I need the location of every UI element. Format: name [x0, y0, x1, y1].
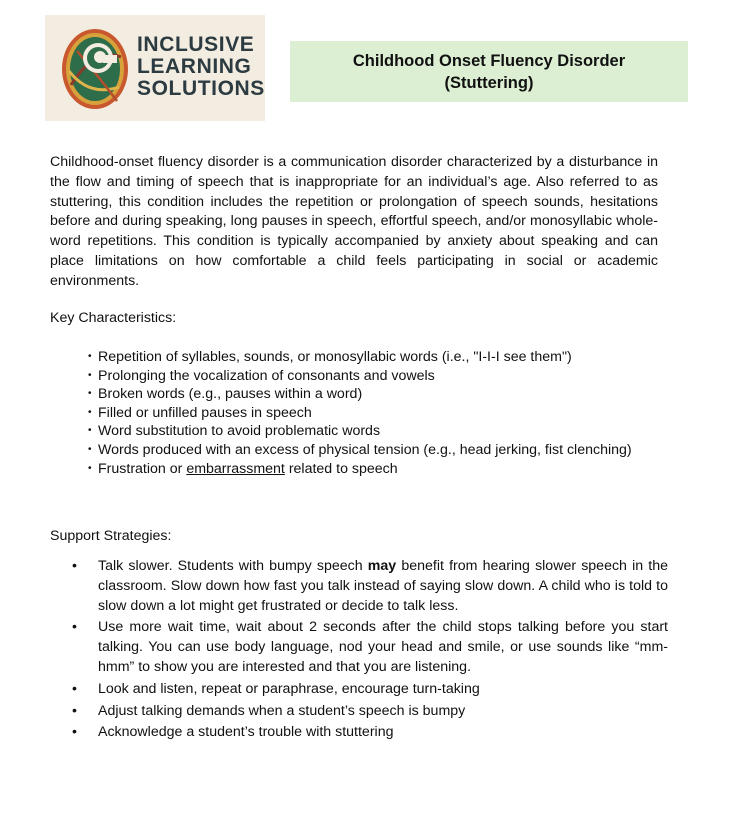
logo-spiral-icon: [59, 27, 131, 111]
list-item-text: Frustration or: [98, 460, 187, 477]
logo-wordmark: [137, 34, 265, 100]
list-item-text: Prolonging the vocalization of consonants and vowels: [98, 367, 435, 384]
bullet-icon: •: [88, 351, 92, 362]
list-item-text: Acknowledge a student’s trouble with stuttering: [98, 724, 394, 741]
key-characteristics-list: [88, 348, 658, 478]
bullet-icon: •: [88, 369, 92, 381]
logo-line-2: LEARNING: [137, 55, 252, 78]
support-strategies-list: [72, 557, 668, 745]
bold-word: may: [367, 558, 397, 574]
page-title: [290, 41, 688, 102]
bullet-icon: •: [72, 680, 77, 697]
list-item-text: benefit from hearing slower speech in the classroom. Slow down how fast you talk instead of saying slow down. A child who is told to slow down a lot might get frustrated or decide to talk less.: [98, 558, 668, 614]
list-item: [88, 422, 658, 441]
list-item-text: Talk slower. Students with bumpy speech: [98, 558, 368, 574]
intro-paragraph: Childhood-onset fluency disorder is a communication disorder characterized by a disturbance in the flow and timing of speech that is inappropriate for an individual’s age. Also referred to as stuttering, this condition includes the repetition or prolongation of speech sounds, hesitations before and during speaking, long pauses in speech, effortful speech, and/or monosyllabic whole-word repetitions. This condition is typically accompanied by anxiety about speaking and can place limitations on how comfortable a child feels participating in social or academic environments.: [50, 154, 658, 289]
support-strategies-heading: Support Strategies:: [50, 528, 172, 544]
list-item: [72, 618, 668, 677]
logo: [45, 15, 265, 121]
list-item-text: Word substitution to avoid problematic words: [98, 423, 381, 440]
logo-line-1: INCLUSIVE: [137, 33, 255, 56]
page-title-line-2: (Stuttering): [444, 73, 534, 92]
underlined-word: embarrassment: [186, 460, 285, 477]
list-item-text: Broken words (e.g., pauses within a word): [98, 386, 363, 403]
bullet-icon: •: [72, 724, 77, 741]
bullet-icon: •: [88, 443, 92, 455]
bullet-icon: •: [72, 702, 77, 719]
key-characteristics-heading: Key Characteristics:: [50, 310, 177, 326]
list-item: [88, 441, 658, 460]
list-item-text: Repetition of syllables, sounds, or monosyllabic words (i.e., "I-I-I see them"): [98, 349, 572, 365]
bullet-icon: •: [88, 406, 92, 418]
list-item-text: Words produced with an excess of physical tension (e.g., head jerking, fist clenching): [98, 441, 632, 458]
bullet-icon: •: [72, 558, 77, 574]
list-item: [88, 460, 658, 479]
bullet-icon: •: [88, 388, 92, 400]
list-item: [72, 680, 668, 700]
list-item: [88, 348, 658, 367]
bullet-icon: •: [88, 462, 92, 474]
list-item-text: Filled or unfilled pauses in speech: [98, 404, 312, 421]
list-item: [72, 723, 668, 743]
list-item-text: Use more wait time, wait about 2 seconds after the child stops talking before you start talking. You can use body language, nod your head and smile, or use sounds like “mm-hmm” to show you are interested and that you are listening.: [98, 619, 668, 675]
list-item-text: related to speech: [284, 460, 398, 477]
list-item-text: Adjust talking demands when a student’s speech is bumpy: [98, 702, 466, 719]
page-title-line-1: Childhood Onset Fluency Disorder: [352, 51, 626, 70]
bullet-icon: •: [88, 425, 92, 437]
list-item: [72, 557, 668, 616]
list-item: [88, 367, 658, 386]
bullet-icon: •: [72, 619, 77, 636]
list-item: [88, 385, 658, 404]
list-item: [72, 702, 668, 722]
list-item-text: Look and listen, repeat or paraphrase, encourage turn-taking: [98, 680, 480, 697]
logo-line-3: SOLUTIONS: [137, 77, 265, 100]
list-item: [88, 404, 658, 423]
